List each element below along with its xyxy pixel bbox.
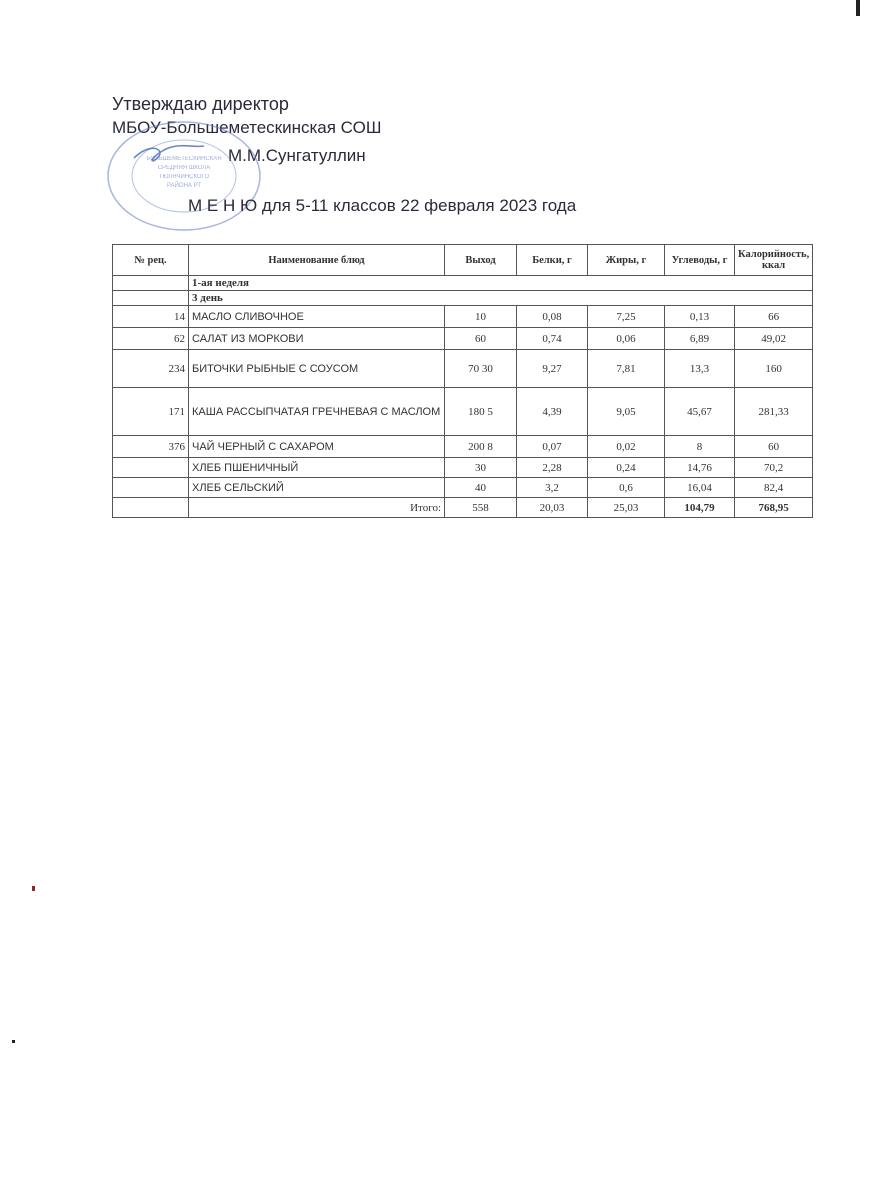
protein-value: 2,28 [517, 458, 588, 478]
protein-value: 9,27 [517, 350, 588, 388]
dish-name: МАСЛО СЛИВОЧНОЕ [189, 306, 445, 328]
total-label: Итого: [189, 498, 445, 518]
table-row [113, 436, 813, 458]
yield-value: 200 8 [445, 436, 517, 458]
approval-heading: Утверждаю директор [112, 94, 289, 114]
col-carbs: Углеводы, г [665, 245, 735, 276]
recipe-number: 62 [113, 328, 189, 350]
dish-name: КАША РАССЫПЧАТАЯ ГРЕЧНЕВАЯ С МАСЛОМ [189, 388, 445, 436]
recipe-number [113, 458, 189, 478]
total-yield: 558 [445, 498, 517, 518]
protein-value: 0,07 [517, 436, 588, 458]
dish-name: САЛАТ ИЗ МОРКОВИ [189, 328, 445, 350]
fat-value: 0,02 [588, 436, 665, 458]
menu-table [112, 244, 813, 518]
table-header-row [113, 245, 813, 276]
table-row [113, 350, 813, 388]
director-name: М.М.Сунгатуллин [228, 146, 366, 165]
stamp-line-1: БОЛЬШЕМЕТЕСКИНСКАЯ [146, 156, 222, 162]
total-protein: 20,03 [517, 498, 588, 518]
fat-value: 9,05 [588, 388, 665, 436]
kcal-value: 70,2 [735, 458, 813, 478]
table-row [113, 458, 813, 478]
dish-name: ХЛЕБ СЕЛЬСКИЙ [189, 478, 445, 498]
carbs-value: 45,67 [665, 388, 735, 436]
recipe-number: 14 [113, 306, 189, 328]
yield-value: 40 [445, 478, 517, 498]
protein-value: 0,08 [517, 306, 588, 328]
yield-value: 70 30 [445, 350, 517, 388]
dish-name: ХЛЕБ ПШЕНИЧНЫЙ [189, 458, 445, 478]
school-name: МБОУ-Большеметескинская СОШ [112, 118, 382, 137]
fat-value: 0,6 [588, 478, 665, 498]
kcal-value: 281,33 [735, 388, 813, 436]
protein-value: 3,2 [517, 478, 588, 498]
kcal-value: 82,4 [735, 478, 813, 498]
protein-value: 4,39 [517, 388, 588, 436]
table-row [113, 388, 813, 436]
carbs-value: 14,76 [665, 458, 735, 478]
table-row [113, 478, 813, 498]
stamp-line-3: ТЮЛЯЧИНСКОГО [158, 174, 210, 180]
kcal-value: 60 [735, 436, 813, 458]
table-row [113, 328, 813, 350]
col-dish-name: Наименование блюд [189, 245, 445, 276]
kcal-value: 49,02 [735, 328, 813, 350]
scan-speck [32, 886, 35, 891]
stamp-line-4: РАЙОНА РТ [167, 183, 201, 189]
yield-value: 10 [445, 306, 517, 328]
fat-value: 0,06 [588, 328, 665, 350]
week-row [113, 276, 813, 291]
dish-name: БИТОЧКИ РЫБНЫЕ С СОУСОМ [189, 350, 445, 388]
week-label: 1-ая неделя [189, 276, 813, 291]
carbs-value: 8 [665, 436, 735, 458]
table-row [113, 306, 813, 328]
carbs-value: 0,13 [665, 306, 735, 328]
menu-title: М Е Н Ю для 5-11 классов 22 февраля 2023 года [188, 196, 577, 215]
yield-value: 60 [445, 328, 517, 350]
col-recipe: № рец. [113, 245, 189, 276]
kcal-value: 66 [735, 306, 813, 328]
protein-value: 0,74 [517, 328, 588, 350]
carbs-value: 16,04 [665, 478, 735, 498]
total-kcal: 768,95 [735, 498, 813, 518]
fat-value: 7,81 [588, 350, 665, 388]
dish-name: ЧАЙ ЧЕРНЫЙ С САХАРОМ [189, 436, 445, 458]
col-fat: Жиры, г [588, 245, 665, 276]
recipe-number: 376 [113, 436, 189, 458]
scan-mark [856, 0, 860, 16]
school-stamp [104, 118, 274, 240]
yield-value: 180 5 [445, 388, 517, 436]
yield-value: 30 [445, 458, 517, 478]
recipe-number [113, 478, 189, 498]
total-fat: 25,03 [588, 498, 665, 518]
total-carbs: 104,79 [665, 498, 735, 518]
day-label: 3 день [189, 291, 813, 306]
col-protein: Белки, г [517, 245, 588, 276]
scan-speck [12, 1040, 15, 1043]
stamp-line-2: СРЕДНЯЯ ШКОЛА [157, 165, 211, 171]
col-kcal: Калорийность, ккал [735, 245, 813, 276]
fat-value: 7,25 [588, 306, 665, 328]
total-row [113, 498, 813, 518]
kcal-value: 160 [735, 350, 813, 388]
recipe-number: 171 [113, 388, 189, 436]
carbs-value: 13,3 [665, 350, 735, 388]
day-row [113, 291, 813, 306]
recipe-number: 234 [113, 350, 189, 388]
carbs-value: 6,89 [665, 328, 735, 350]
col-yield: Выход [445, 245, 517, 276]
fat-value: 0,24 [588, 458, 665, 478]
